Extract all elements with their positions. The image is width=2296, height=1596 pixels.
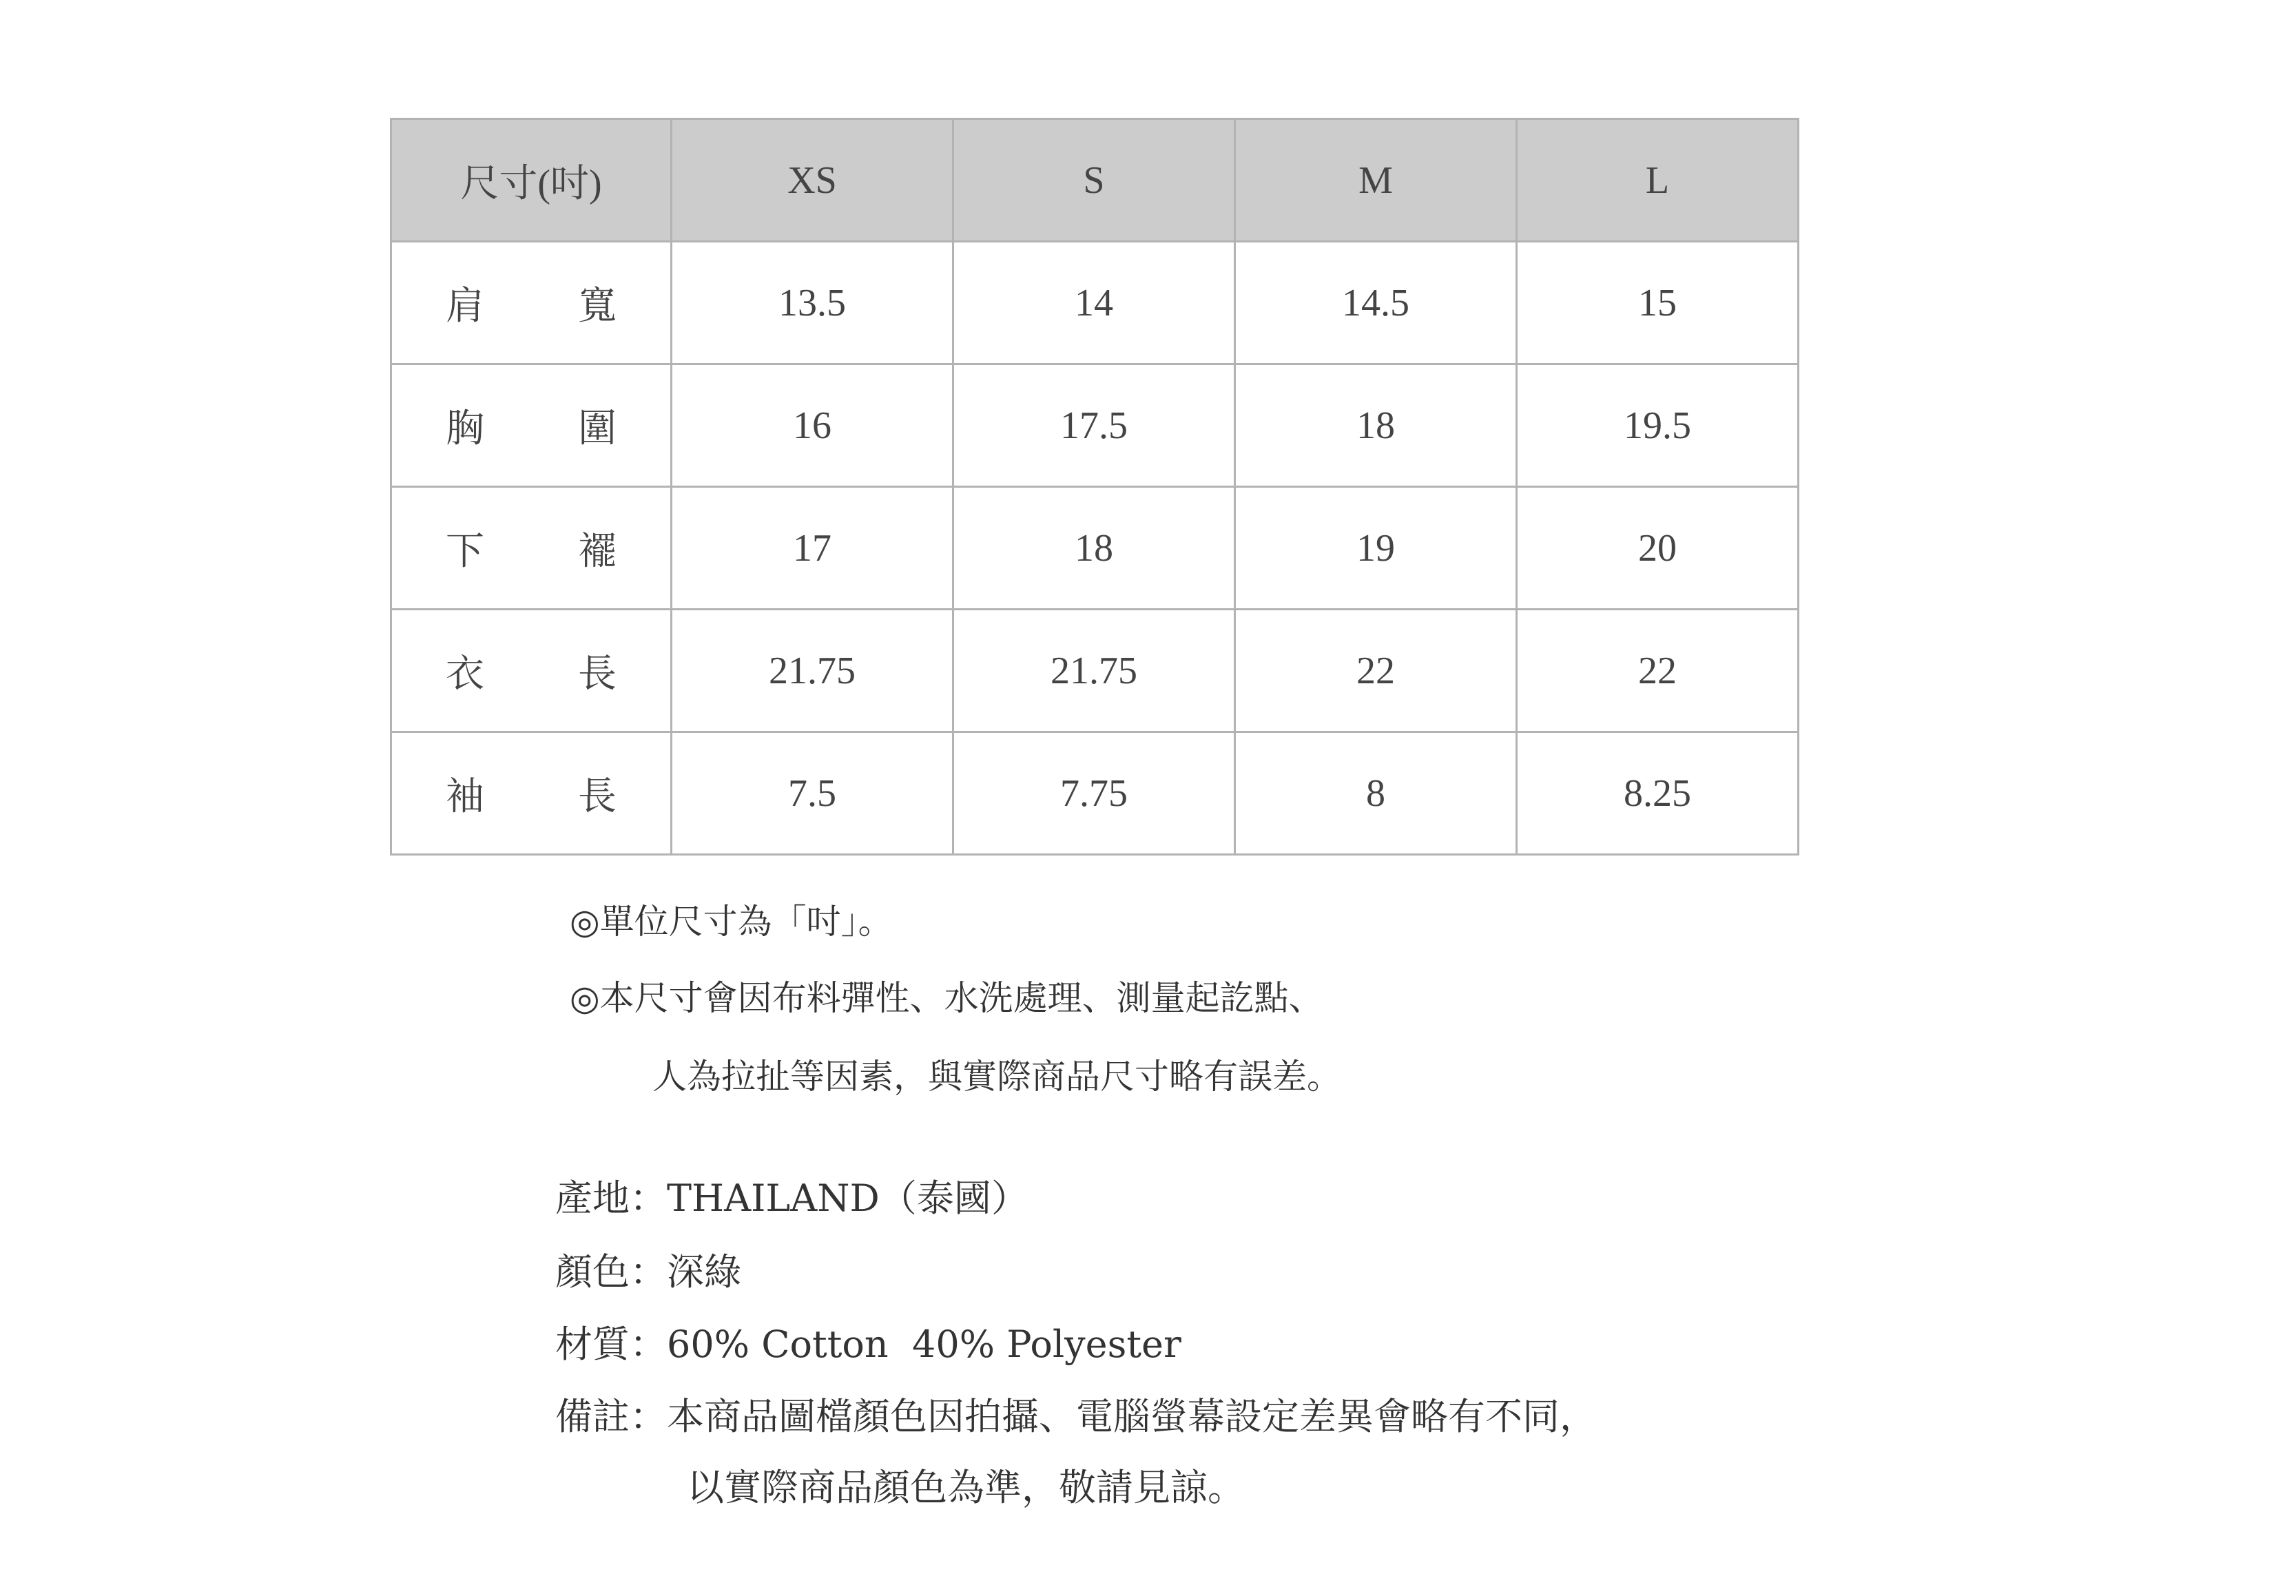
info-remark-cont: 以實際商品顏色為準，敬請見諒。: [687, 1466, 1245, 1509]
table-row: [391, 610, 1799, 732]
table-cell: 22: [1517, 610, 1799, 732]
size-table: [390, 118, 1799, 856]
row-label-char: 袖: [446, 775, 484, 818]
note-unit: ◎單位尺寸為「吋」。: [570, 902, 893, 942]
table-cell: 18: [953, 487, 1235, 610]
info-material: 材質：60% Cotton 40% Polyester: [555, 1323, 1181, 1366]
row-label-char: 長: [578, 775, 617, 818]
table-cell: 15: [1517, 242, 1799, 364]
row-label: [391, 610, 672, 732]
row-label-char: 肩: [446, 284, 484, 328]
header-cell: S: [953, 119, 1235, 242]
table-row: [391, 487, 1799, 610]
table-cell: 20: [1517, 487, 1799, 610]
row-label-char: 衣: [446, 652, 484, 696]
table-row: [391, 242, 1799, 364]
table-cell: 21.75: [953, 610, 1235, 732]
table-cell: 7.75: [953, 732, 1235, 855]
row-label-char: 下: [446, 530, 484, 573]
table-cell: 13.5: [672, 242, 953, 364]
table-cell: 14.5: [1235, 242, 1517, 364]
table-cell: 21.75: [672, 610, 953, 732]
table-cell: 17.5: [953, 364, 1235, 487]
table-cell: 19.5: [1517, 364, 1799, 487]
header-cell: L: [1517, 119, 1799, 242]
note-tolerance-cont: 人為拉扯等因素，與實際商品尺寸略有誤差。: [652, 1057, 1341, 1097]
table-cell: 18: [1235, 364, 1517, 487]
row-label-char: 長: [578, 652, 617, 696]
table-cell: 17: [672, 487, 953, 610]
row-label-char: 襬: [578, 530, 617, 573]
row-label: [391, 732, 672, 855]
table-cell: 14: [953, 242, 1235, 364]
table-cell: 8: [1235, 732, 1517, 855]
table-cell: 8.25: [1517, 732, 1799, 855]
row-label: [391, 242, 672, 364]
row-label-char: 胸: [446, 407, 484, 450]
row-label: [391, 487, 672, 610]
header-cell: M: [1235, 119, 1517, 242]
header-cell: XS: [672, 119, 953, 242]
note-tolerance: ◎本尺寸會因布料彈性、水洗處理、測量起訖點、: [570, 978, 1323, 1018]
info-remark: 備註：本商品圖檔顏色因拍攝、電腦螢幕設定差異會略有不同，: [555, 1395, 1597, 1438]
table-cell: 7.5: [672, 732, 953, 855]
table-header-row: [391, 119, 1799, 242]
header-cell: 尺寸(吋): [391, 119, 672, 242]
row-label-char: 圍: [578, 407, 617, 450]
table-cell: 19: [1235, 487, 1517, 610]
info-origin: 產地：THAILAND（泰國）: [555, 1177, 1028, 1220]
table-row: [391, 732, 1799, 855]
info-color: 顏色：深綠: [555, 1250, 741, 1294]
table-cell: 16: [672, 364, 953, 487]
table-row: [391, 364, 1799, 487]
table-cell: 22: [1235, 610, 1517, 732]
row-label-char: 寬: [578, 284, 617, 328]
row-label: [391, 364, 672, 487]
